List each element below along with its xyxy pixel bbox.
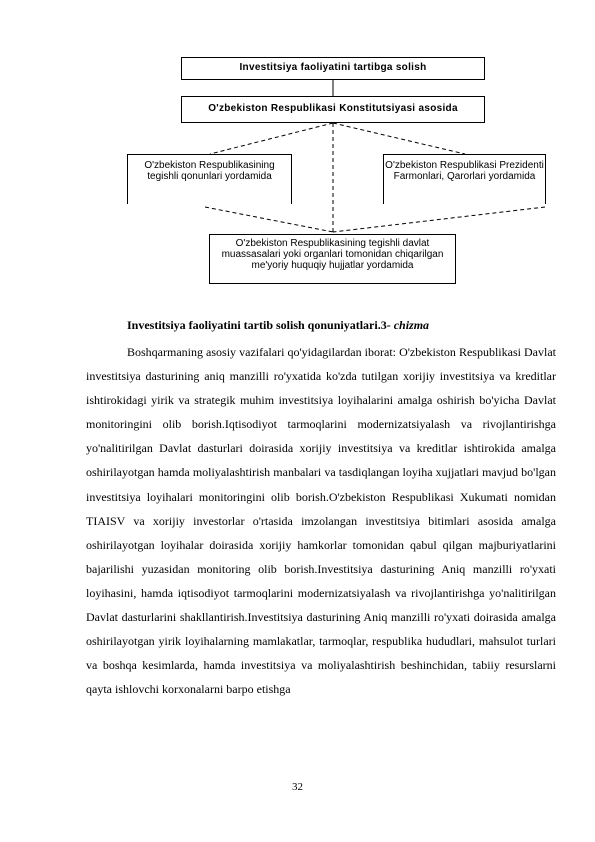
connector-mid-right <box>333 123 465 154</box>
caption-text: Investitsiya faoliyatini tartib solish qonuniyatlari.3- <box>127 318 391 332</box>
diagram-box-constitution: O'zbekiston Respublikasi Konstitutsiyasi asosida <box>181 96 485 123</box>
connector-right-bottom <box>333 207 545 232</box>
diagram-box-laws: O'zbekiston Respublikasining tegishli qonunlari yordamida <box>127 154 292 204</box>
figure-caption <box>127 318 429 333</box>
diagram-box-decrees: O'zbekiston Respublikasi Prezidenti Farmonlari, Qarorlari yordamida <box>383 154 546 204</box>
page-number: 32 <box>292 781 303 793</box>
connector-left-bottom <box>205 207 333 232</box>
regulation-diagram <box>0 0 595 300</box>
diagram-box-top: Investitsiya faoliyatini tartibga solish <box>181 57 485 80</box>
caption-italic: chizma <box>393 318 430 332</box>
body-paragraph: Boshqarmaning asosiy vazifalari qo'yidagilardan iborat: O'zbekiston Respublikasi Davlat investitsiya dasturining aniq manzilli ro'yxatida ko'zda tutilgan xorijiy investitsiya va kreditlar ishtirokidagi yirik va strategik muhim investitsiya loyihalarini amalga oshirish bo'yicha Davlat monitoringini olib borish.Iqtisodiyot tarmoqlarini modernizatsiyalash va rivojlantirishga yo'nalitirilgan Davlat dasturlari doirasida xorijiy investitsiya va kreditlar ishtirokida amalga oshirilayotgan hamda moliyalashtirish manbalari va tasdiqlangan loyiha xujjatlari mavjud bo'lgan investitsiya loyihalari monitoringini olib borish.O'zbekiston Respublikasi Xukumati nomidan TIAISV va xorijiy investorlar o'rtasida imzolangan investitsiya bitimlari asosida amalga oshirilayotgan loyihalar doirasida xorijiy hamkorlar tomonidan qabul qilgan majburiyatlarini bajarilishi yuzasidan monitoring olib borish.Investitsiya dasturining Aniq manzilli ro'yxati loyihasini, hamda iqtisodiyot tarmoqlarini modernizatsiyalash va rivojlantirishga yo'nalitirilgan Davlat dasturlarini shakllantirish.Investitsiya dasturining Aniq manzilli ro'yxati doirasida amalga oshirilayotgan yirik loyihalarning mamlakatlar, tarmoqlar, respublika hududlari, mahsulot turlari va boshqa kesimlarda, hamda investitsiya va moliyalashtirish beshinchidan, tabiiy resurslarni qayta ishlovchi korxonalarni barpo etishga <box>86 345 556 697</box>
connector-mid-left <box>210 123 333 154</box>
diagram-box-normative-acts: O'zbekiston Respublikasining tegishli davlat muassasalari yoki organlari tomonidan chiqarilgan me'yoriy huquqiy hujjatlar yordamida <box>209 234 456 284</box>
body-text <box>86 340 556 701</box>
